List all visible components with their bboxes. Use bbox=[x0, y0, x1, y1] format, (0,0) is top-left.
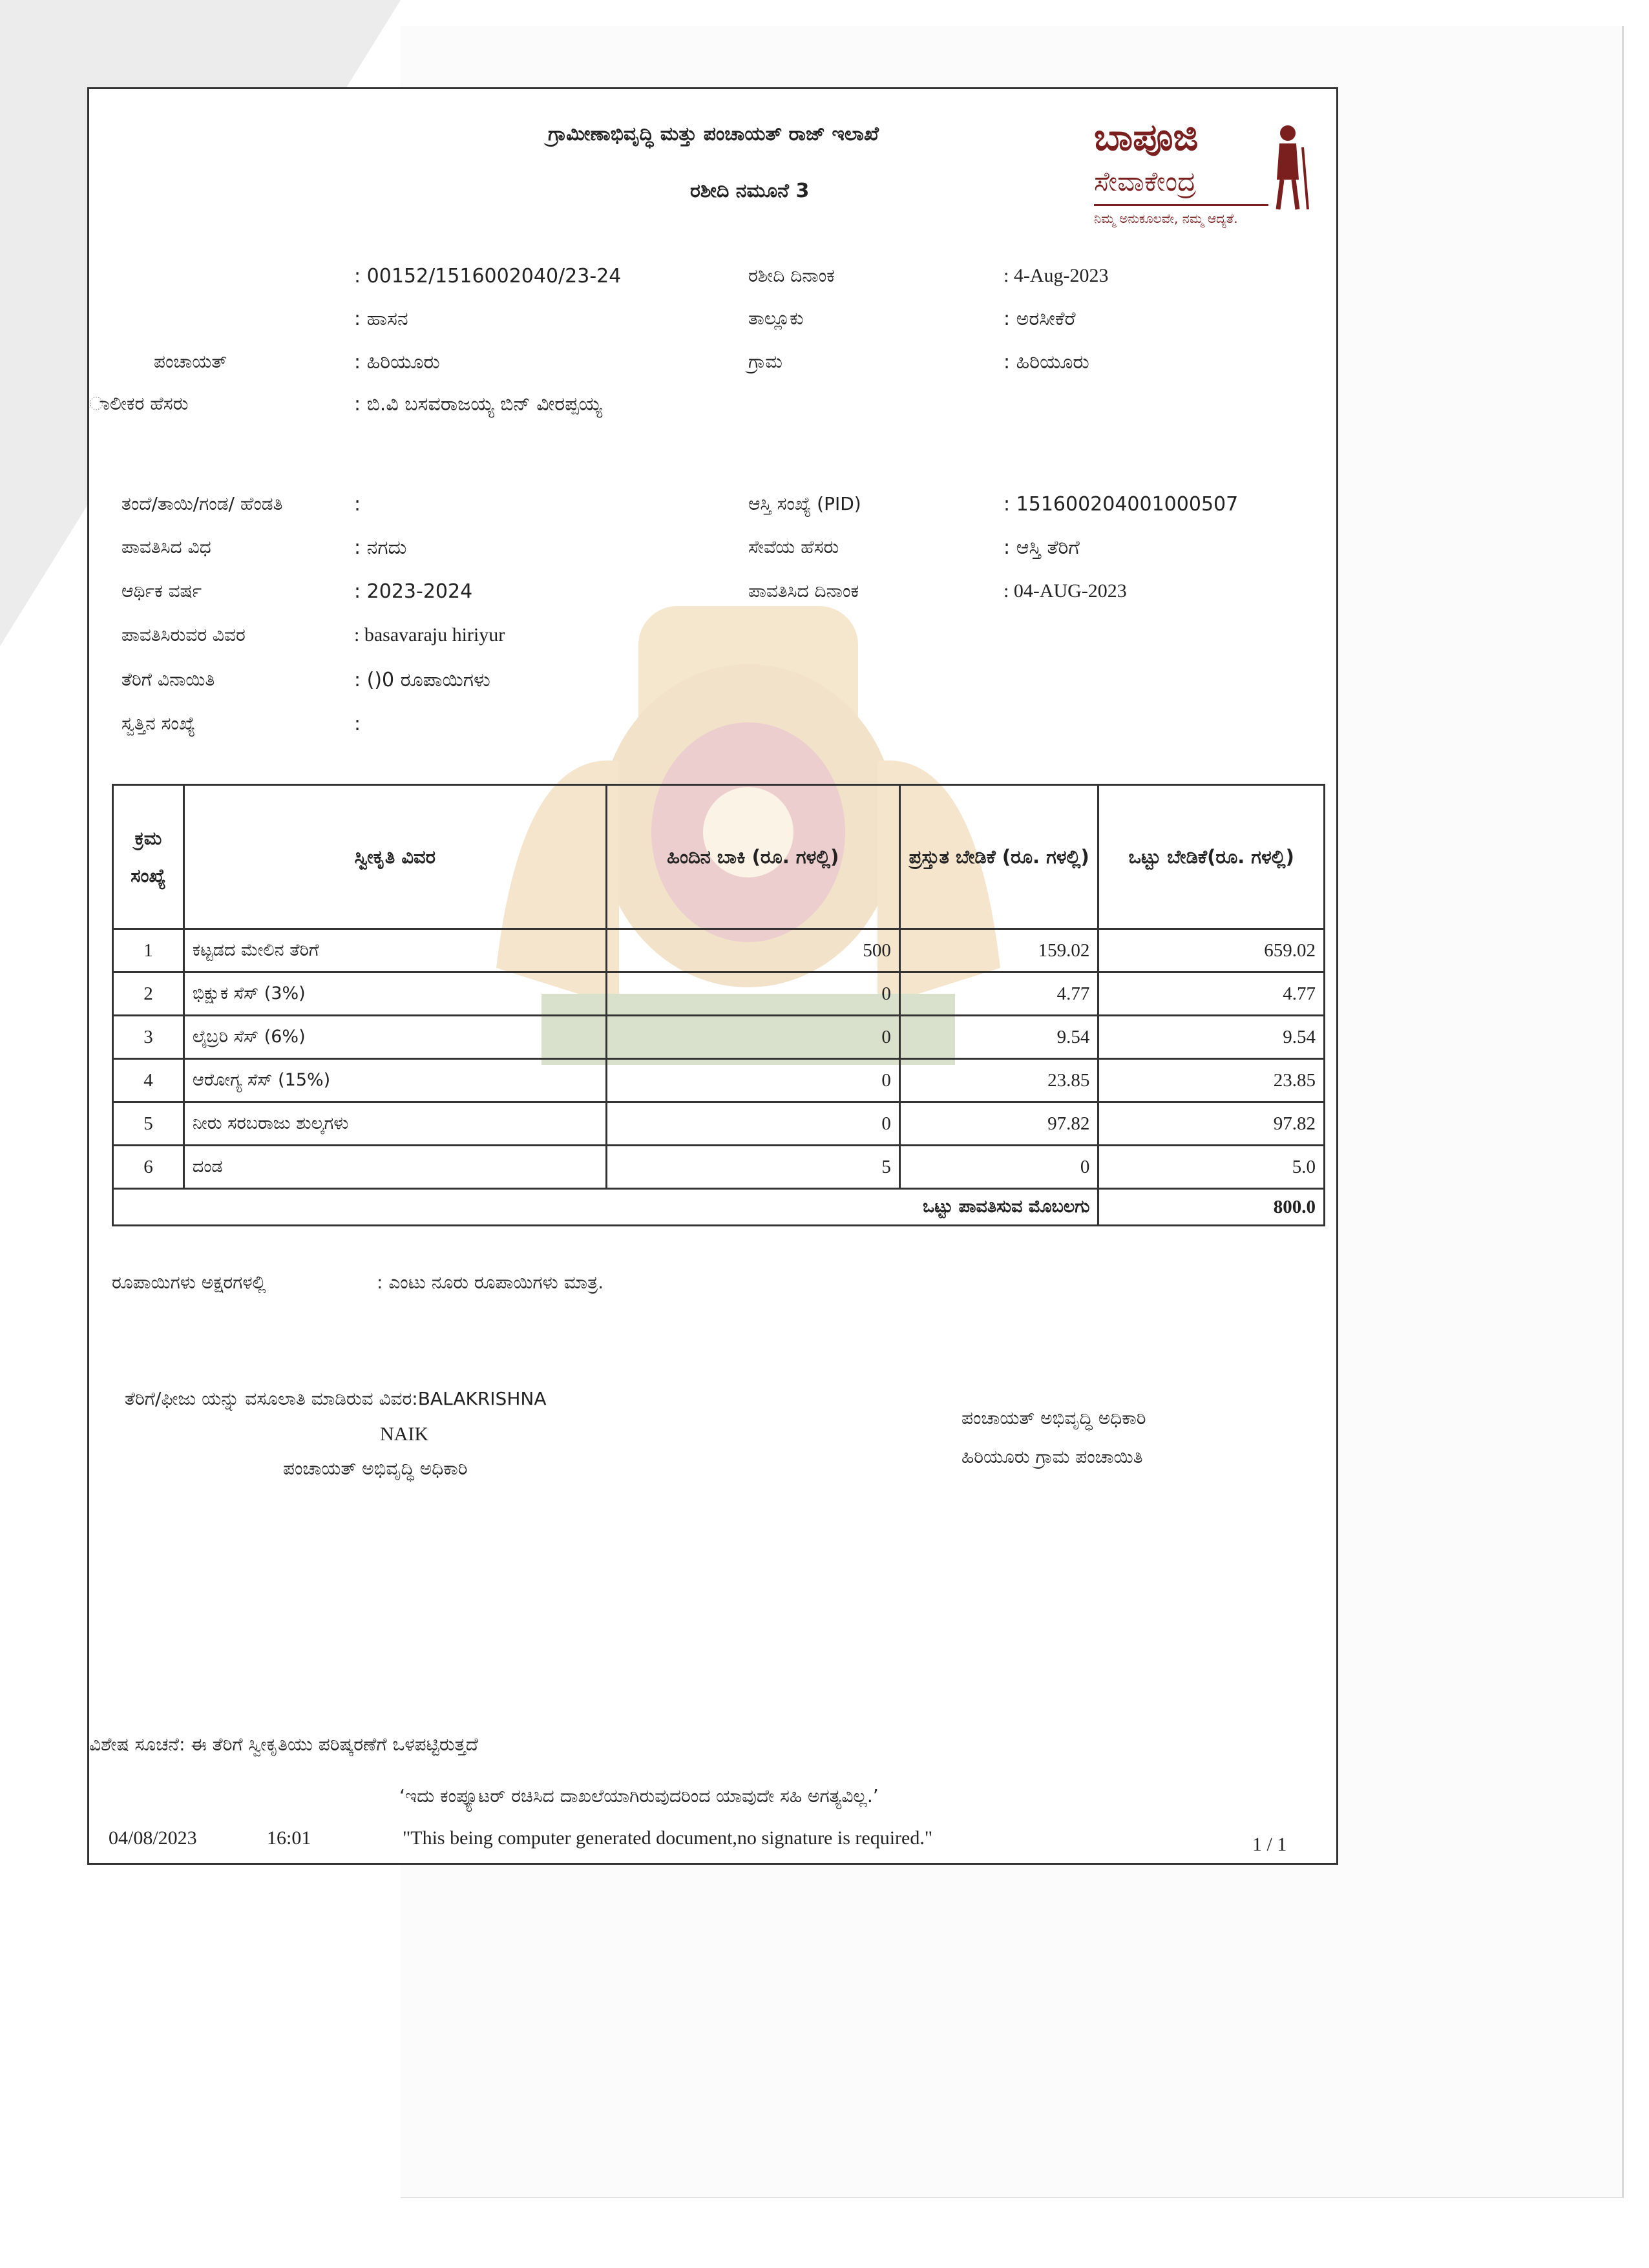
print-time: 16:01 bbox=[267, 1827, 311, 1849]
pid-label: ಆಸ್ತಿ ಸಂಖ್ಯೆ (PID) bbox=[748, 493, 861, 514]
cell-curr: 97.82 bbox=[899, 1102, 1098, 1146]
cell-prev: 0 bbox=[606, 1016, 899, 1059]
cell-total: 4.77 bbox=[1098, 972, 1325, 1016]
village-label: ಗ್ರಾಮ bbox=[748, 351, 782, 372]
receipt-date-value: : 4-Aug-2023 bbox=[1003, 265, 1109, 286]
relation-label: ತಂದೆ/ತಾಯಿ/ಗಂಡ/ ಹೆಂಡತಿ bbox=[121, 493, 283, 514]
cell-curr: 0 bbox=[899, 1146, 1098, 1189]
asset-number-value: : bbox=[354, 713, 361, 735]
cell-sl: 6 bbox=[113, 1146, 184, 1189]
cell-sl: 4 bbox=[113, 1059, 184, 1102]
cell-prev: 0 bbox=[606, 1059, 899, 1102]
cell-curr: 9.54 bbox=[899, 1016, 1098, 1059]
payer-label: ಪಾವತಿಸಿರುವರ ವಿವರ bbox=[121, 624, 246, 646]
cell-desc: ನೀರು ಸರಬರಾಜು ಶುಲ್ಕಗಳು bbox=[184, 1102, 606, 1146]
cell-desc: ಭಿಕ್ಷುಕ ಸೆಸ್ (3%) bbox=[184, 972, 606, 1016]
signatory-line2: ಹಿರಿಯೂರು ಗ್ರಾಮ ಪಂಚಾಯಿತಿ bbox=[961, 1446, 1143, 1467]
payment-mode-value: : ನಗದು bbox=[354, 536, 407, 559]
cell-sl: 2 bbox=[113, 972, 184, 1016]
cell-total: 23.85 bbox=[1098, 1059, 1325, 1102]
logo-sub-text: ಸೇವಾಕೇಂದ್ರ bbox=[1094, 165, 1197, 197]
table-total-row bbox=[113, 1189, 1325, 1226]
table-header-row bbox=[113, 785, 1325, 929]
collector-line3: ಪಂಚಾಯತ್ ಅಭಿವೃದ್ಧಿ ಅಧಿಕಾರಿ bbox=[283, 1458, 468, 1479]
signatory-line1: ಪಂಚಾಯತ್ ಅಭಿವೃದ್ಧಿ ಅಧಿಕಾರಿ bbox=[961, 1407, 1146, 1429]
table-row bbox=[113, 929, 1325, 972]
logo-underline bbox=[1094, 204, 1268, 206]
bapuji-logo bbox=[1094, 115, 1307, 257]
cell-curr: 23.85 bbox=[899, 1059, 1098, 1102]
paid-date-value: : 04-AUG-2023 bbox=[1003, 580, 1127, 602]
payment-mode-label: ಪಾವತಿಸಿದ ವಿಧ bbox=[121, 536, 211, 558]
logo-main-text: ಬಾಪೂಜಿ bbox=[1094, 115, 1199, 159]
amount-in-words-value: : ಎಂಟು ನೂರು ರೂಪಾಯಿಗಳು ಮಾತ್ರ. bbox=[377, 1272, 604, 1293]
cell-total: 97.82 bbox=[1098, 1102, 1325, 1146]
receipt-date-label: ರಶೀದಿ ದಿನಾಂಕ bbox=[748, 265, 835, 286]
cell-desc: ಲೈಬ್ರರಿ ಸೆಸ್ (6%) bbox=[184, 1016, 606, 1059]
table-row bbox=[113, 1102, 1325, 1146]
cell-curr: 159.02 bbox=[899, 929, 1098, 972]
pid-value: : 151600204001000507 bbox=[1003, 493, 1239, 516]
relation-value: : bbox=[354, 493, 361, 516]
cell-curr: 4.77 bbox=[899, 972, 1098, 1016]
asset-number-label: ಸ್ವತ್ತಿನ ಸಂಖ್ಯೆ bbox=[121, 713, 196, 734]
amount-in-words-label: ರೂಪಾಯಿಗಳು ಅಕ್ಷರಗಳಲ್ಲಿ bbox=[112, 1272, 266, 1293]
fee-table bbox=[112, 784, 1325, 1226]
cell-desc: ದಂಡ bbox=[184, 1146, 606, 1189]
table-row bbox=[113, 972, 1325, 1016]
special-note: ವಿಶೇಷ ಸೂಚನೆ: ಈ ತೆರಿಗೆ ಸ್ವೀಕೃತಿಯು ಪರಿಷ್ಕರಣೆಗೆ ಒಳಪಟ್ಟಿರುತ್ತದೆ bbox=[89, 1734, 478, 1755]
taluk-label: ತಾಲ್ಲೂಕು bbox=[748, 308, 804, 329]
cell-prev: 500 bbox=[606, 929, 899, 972]
cell-total: 659.02 bbox=[1098, 929, 1325, 972]
table-row bbox=[113, 1059, 1325, 1102]
cell-total: 9.54 bbox=[1098, 1016, 1325, 1059]
receipt-page bbox=[87, 87, 1338, 1865]
total-label: ಒಟ್ಟು ಪಾವತಿಸುವ ಮೊಬಲಗು bbox=[113, 1189, 1098, 1226]
form-title: ರಶೀದಿ ನಮೂನೆ 3 bbox=[690, 180, 810, 202]
service-label: ಸೇವೆಯ ಹೆಸರು bbox=[748, 536, 839, 558]
cell-prev: 0 bbox=[606, 1102, 899, 1146]
gandhi-figure-icon bbox=[1265, 121, 1310, 212]
cell-prev: 5 bbox=[606, 1146, 899, 1189]
cell-desc: ಆರೋಗ್ಯ ಸೆಸ್ (15%) bbox=[184, 1059, 606, 1102]
print-date: 04/08/2023 bbox=[109, 1827, 197, 1849]
payer-value: : basavaraju hiriyur bbox=[354, 624, 505, 646]
col-header-prev: ಹಿಂದಿನ ಬಾಕಿ (ರೂ. ಗಳಲ್ಲಿ) bbox=[606, 785, 899, 929]
logo-tagline: ನಿಮ್ಮ ಅನುಕೂಲವೇ, ನಮ್ಮ ಆದ್ಯತೆ. bbox=[1094, 211, 1238, 226]
table-row bbox=[113, 1016, 1325, 1059]
cell-sl: 1 bbox=[113, 929, 184, 972]
collector-line2: NAIK bbox=[380, 1423, 428, 1445]
tax-waiver-value: : ()0 ರೂಪಾಯಿಗಳು bbox=[354, 669, 490, 691]
receipt-number: : 00152/1516002040/23-24 bbox=[354, 265, 622, 288]
col-header-curr: ಪ್ರಸ್ತುತ ಬೇಡಿಕೆ (ರೂ. ಗಳಲ್ಲಿ) bbox=[899, 785, 1098, 929]
col-header-total: ಒಟ್ಟು ಬೇಡಿಕೆ(ರೂ. ಗಳಲ್ಲಿ) bbox=[1098, 785, 1325, 929]
tax-waiver-label: ತೆರಿಗೆ ವಿನಾಯಿತಿ bbox=[121, 669, 215, 690]
fin-year-label: ಆರ್ಥಿಕ ವರ್ಷ bbox=[121, 580, 202, 602]
col-header-sl: ಕ್ರಮ ಸಂಖ್ಯೆ bbox=[113, 785, 184, 929]
taluk-value: : ಅರಸೀಕೆರೆ bbox=[1003, 308, 1076, 330]
district-value: : ಹಾಸನ bbox=[354, 308, 408, 330]
panchayat-value: : ಹಿರಿಯೂರು bbox=[354, 351, 440, 373]
col-header-desc: ಸ್ವೀಕೃತಿ ವಿವರ bbox=[184, 785, 606, 929]
owner-label: ಾಲೀಕರ ಹೆಸರು bbox=[89, 393, 189, 414]
total-value: 800.0 bbox=[1098, 1189, 1325, 1226]
english-disclaimer: "This being computer generated document,no signature is required." bbox=[403, 1827, 933, 1849]
owner-value: : ಬಿ.ವಿ ಬಸವರಾಜಯ್ಯ ಬಿನ್ ವೀರಪ್ಪಯ್ಯ bbox=[354, 393, 602, 415]
village-value: : ಹಿರಿಯೂರು bbox=[1003, 351, 1089, 373]
cell-total: 5.0 bbox=[1098, 1146, 1325, 1189]
page-number: 1 / 1 bbox=[1252, 1834, 1287, 1855]
fin-year-value: : 2023-2024 bbox=[354, 580, 473, 603]
department-title: ಗ್ರಾಮೀಣಾಭಿವೃದ್ಧಿ ಮತ್ತು ಪಂಚಾಯತ್ ರಾಜ್ ಇಲಾಖೆ bbox=[548, 123, 879, 145]
cell-desc: ಕಟ್ಟಡದ ಮೇಲಿನ ತೆರಿಗೆ bbox=[184, 929, 606, 972]
kannada-disclaimer: ‘ಇದು ಕಂಪ್ಯೂಟರ್ ರಚಿಸಿದ ದಾಖಲೆಯಾಗಿರುವುದರಿಂದ ಯಾವುದೇ ಸಹಿ ಅಗತ್ಯವಿಲ್ಲ.’ bbox=[399, 1785, 879, 1807]
paid-date-label: ಪಾವತಿಸಿದ ದಿನಾಂಕ bbox=[748, 580, 859, 602]
panchayat-label: ಪಂಚಾಯತ್ bbox=[154, 351, 227, 372]
cell-sl: 5 bbox=[113, 1102, 184, 1146]
service-value: : ಆಸ್ತಿ ತೆರಿಗೆ bbox=[1003, 536, 1080, 559]
cell-sl: 3 bbox=[113, 1016, 184, 1059]
collector-line1: ತೆರಿಗೆ/ಫೀಜು ಯನ್ನು ವಸೂಲಾತಿ ಮಾಡಿರುವ ವಿವರ:BALAKRISHNA bbox=[125, 1388, 547, 1409]
cell-prev: 0 bbox=[606, 972, 899, 1016]
table-row bbox=[113, 1146, 1325, 1189]
